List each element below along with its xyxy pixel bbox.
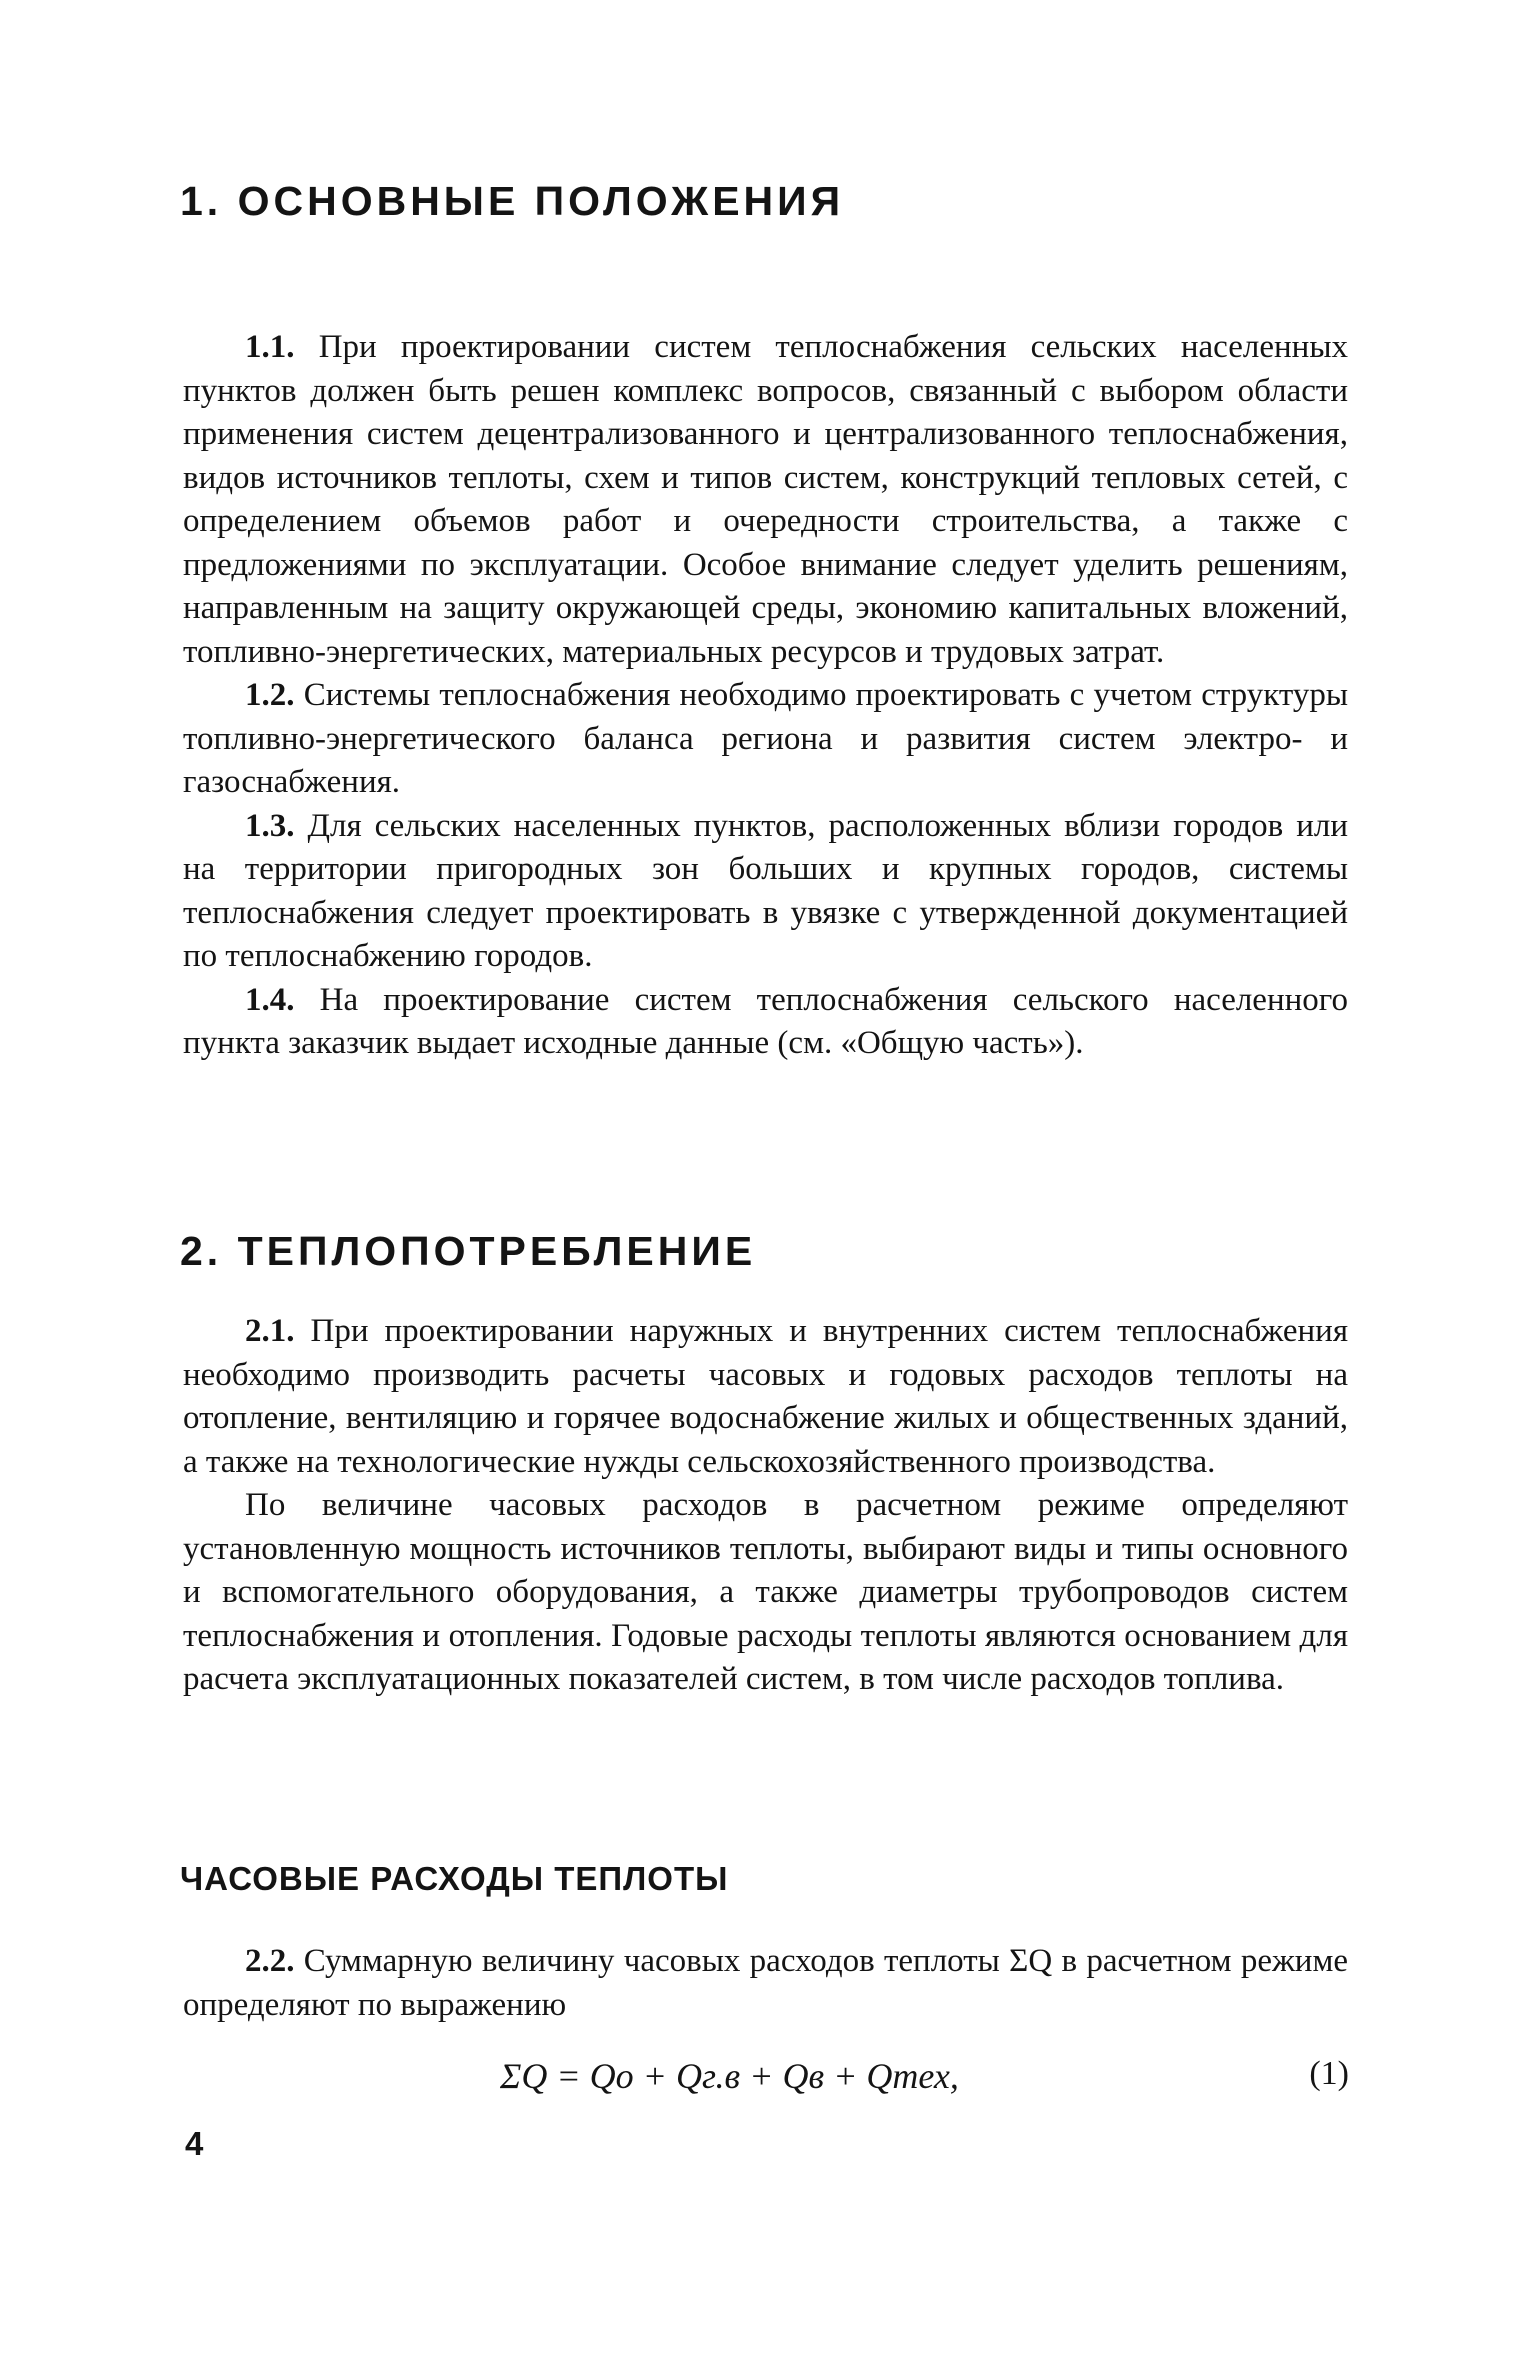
formula-number: (1): [1309, 2055, 1349, 2092]
subsection-heading: ЧАСОВЫЕ РАСХОДЫ ТЕПЛОТЫ: [180, 1860, 729, 1897]
section-1-heading: 1. ОСНОВНЫЕ ПОЛОЖЕНИЯ: [180, 178, 845, 224]
paragraph-text: Системы теплоснабжения необходимо проектировать с учетом структуры топливно-энергетического баланса региона и развития систем электро- и газоснабжения.: [183, 677, 1348, 800]
paragraph-text: При проектировании наружных и внутренних систем теплоснабжения необходимо производить расчеты часовых и годовых расходов теплоты на отопление, вентиляцию и горячее водоснабжение жилых и общественных зданий, а также на технологические нужды сельскохозяйственного производства.: [183, 1313, 1348, 1480]
paragraph-text: На проектирование систем теплоснабжения сельского населенного пункта заказчик выдает исходные данные (см. «Общую часть»).: [183, 981, 1348, 1061]
subsection-body: [183, 1940, 1348, 2027]
section-1-body: [183, 326, 1348, 1066]
page-number: 4: [185, 2125, 204, 2162]
paragraph-text: Для сельских населенных пунктов, расположенных вблизи городов или на территории пригородных зон больших и крупных городов, системы теплоснабжения следует проектировать в увязке с утвержденной документацией по теплоснабжению городов.: [183, 807, 1348, 974]
paragraph-number: 1.4.: [245, 981, 295, 1018]
paragraph-2-1: [183, 1310, 1348, 1484]
paragraph-1-2: [183, 674, 1348, 805]
paragraph-text: При проектировании систем теплоснабжения сельских населенных пунктов должен быть решен комплекс вопросов, связанный с выбором области применения систем децентрализованного и централизованного теплоснабжения, видов источников теплоты, схем и типов систем, конструкций тепловых сетей, с определением объемов работ и очередности строительства, а также с предложениями по эксплуатации. Особое внимание следует уделить решениям, направленным на защиту окружающей среды, экономию капитальных вложений, топливно-энергетических, материальных ресурсов и трудовых затрат.: [183, 329, 1348, 670]
paragraph-1-1: [183, 326, 1348, 674]
paragraph-number: 1.1.: [245, 329, 295, 365]
paragraph-number: 2.1.: [245, 1313, 295, 1349]
paragraph-number: 2.2.: [245, 1943, 295, 1979]
paragraph-text: Суммарную величину часовых расходов теплоты ΣQ в расчетном режиме определяют по выражению: [183, 1943, 1348, 2023]
paragraph-number: 1.2.: [245, 677, 295, 713]
formula-1: ΣQ = Qо + Qг.в + Qв + Qтех,: [500, 2056, 959, 2096]
section-2-heading: 2. ТЕПЛОПОТРЕБЛЕНИЕ: [180, 1228, 757, 1274]
paragraph-1-3: [183, 805, 1348, 979]
section-2-body: [183, 1310, 1348, 1702]
paragraph-number: 1.3.: [245, 807, 295, 844]
paragraph-2-1-continued: По величине часовых расходов в расчетном режиме определяют установленную мощность источников теплоты, выбирают виды и типы основного и вспомогательного оборудования, а также диаметры трубопроводов систем теплоснабжения и отопления. Годовые расходы теплоты являются основанием для расчета эксплуатационных показателей систем, в том числе расходов топлива.: [183, 1487, 1348, 1697]
paragraph-2-2: [183, 1940, 1348, 2027]
paragraph-1-4: [183, 979, 1348, 1066]
